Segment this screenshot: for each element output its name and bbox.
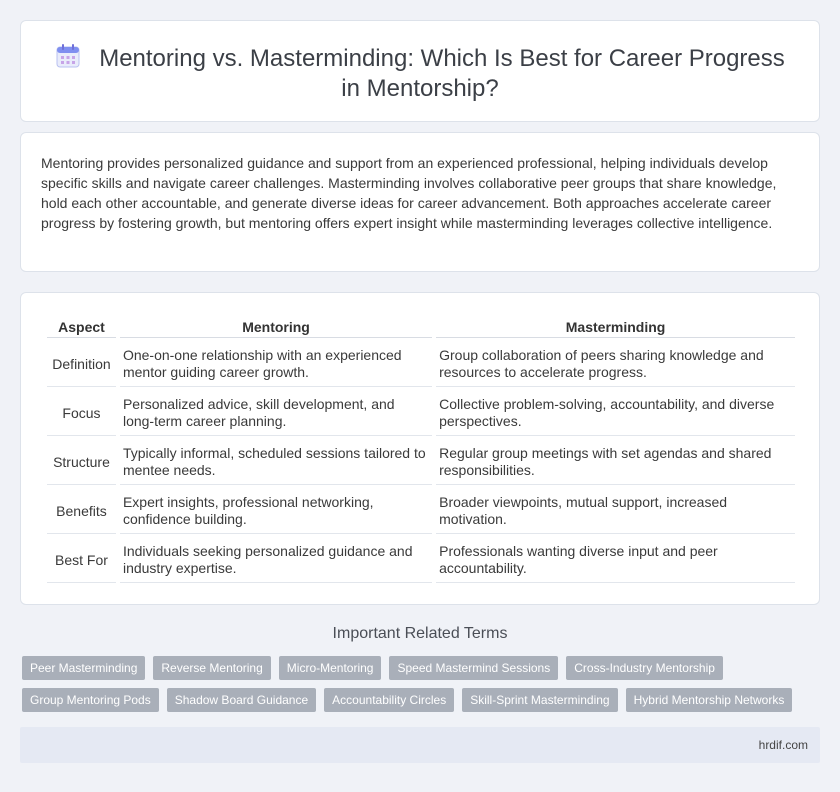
- header-masterminding: Masterminding: [436, 315, 795, 338]
- comparison-table: [43, 313, 799, 585]
- related-term-tag[interactable]: Speed Mastermind Sessions: [389, 656, 558, 680]
- row-aspect: Best For: [47, 536, 116, 583]
- row-masterminding: Broader viewpoints, mutual support, increased motivation.: [436, 487, 795, 534]
- related-term-tag[interactable]: Accountability Circles: [324, 688, 454, 712]
- table-row: [47, 536, 795, 583]
- table-row: [47, 389, 795, 436]
- related-term-tag[interactable]: Micro-Mentoring: [279, 656, 382, 680]
- related-term-tag[interactable]: Shadow Board Guidance: [167, 688, 316, 712]
- header-aspect: Aspect: [47, 315, 116, 338]
- page-title: [51, 43, 789, 104]
- related-terms-list: [22, 656, 822, 712]
- related-term-tag[interactable]: Hybrid Mentorship Networks: [626, 688, 793, 712]
- related-terms-heading: Important Related Terms: [332, 625, 508, 642]
- row-masterminding: Regular group meetings with set agendas and shared responsibilities.: [436, 438, 795, 485]
- related-term-tag[interactable]: Cross-Industry Mentorship: [566, 656, 723, 680]
- row-aspect: Benefits: [47, 487, 116, 534]
- row-aspect: Structure: [47, 438, 116, 485]
- row-masterminding: Group collaboration of peers sharing knowledge and resources to accelerate progress.: [436, 340, 795, 387]
- table-row: [47, 487, 795, 534]
- summary-text: Mentoring provides personalized guidance and support from an experienced professional, helping individuals develop specific skills and navigate career challenges. Masterminding involves collaborative peer groups that share knowledge, hold each other accountable, and generate diverse ideas for career advancement. Both approaches accelerate career progress by fostering growth, but mentoring offers expert insight while masterminding leverages collective intelligence.: [41, 155, 777, 231]
- row-mentoring: Personalized advice, skill development, and long-term career planning.: [120, 389, 432, 436]
- row-aspect: Definition: [47, 340, 116, 387]
- footer-site-link[interactable]: hrdif.com: [758, 738, 808, 752]
- table-row: [47, 438, 795, 485]
- row-mentoring: One-on-one relationship with an experienced mentor guiding career growth.: [120, 340, 432, 387]
- row-mentoring: Expert insights, professional networking, confidence building.: [120, 487, 432, 534]
- comparison-card: [20, 292, 820, 605]
- table-row: [47, 340, 795, 387]
- related-term-tag[interactable]: Group Mentoring Pods: [22, 688, 159, 712]
- related-term-tag[interactable]: Reverse Mentoring: [153, 656, 270, 680]
- row-mentoring: Individuals seeking personalized guidance and industry expertise.: [120, 536, 432, 583]
- related-term-tag[interactable]: Skill-Sprint Masterminding: [462, 688, 617, 712]
- row-masterminding: Professionals wanting diverse input and peer accountability.: [436, 536, 795, 583]
- title-card: [20, 20, 820, 122]
- row-mentoring: Typically informal, scheduled sessions tailored to mentee needs.: [120, 438, 432, 485]
- summary-card: [20, 132, 820, 272]
- related-term-tag[interactable]: Peer Masterminding: [22, 656, 145, 680]
- row-aspect: Focus: [47, 389, 116, 436]
- header-mentoring: Mentoring: [120, 315, 432, 338]
- row-masterminding: Collective problem-solving, accountability, and diverse perspectives.: [436, 389, 795, 436]
- table-header-row: [47, 315, 795, 338]
- calendar-icon: [55, 43, 81, 69]
- footer-bar: [20, 727, 820, 763]
- page-title-text: Mentoring vs. Masterminding: Which Is Best for Career Progress in Mentorship?: [99, 45, 785, 102]
